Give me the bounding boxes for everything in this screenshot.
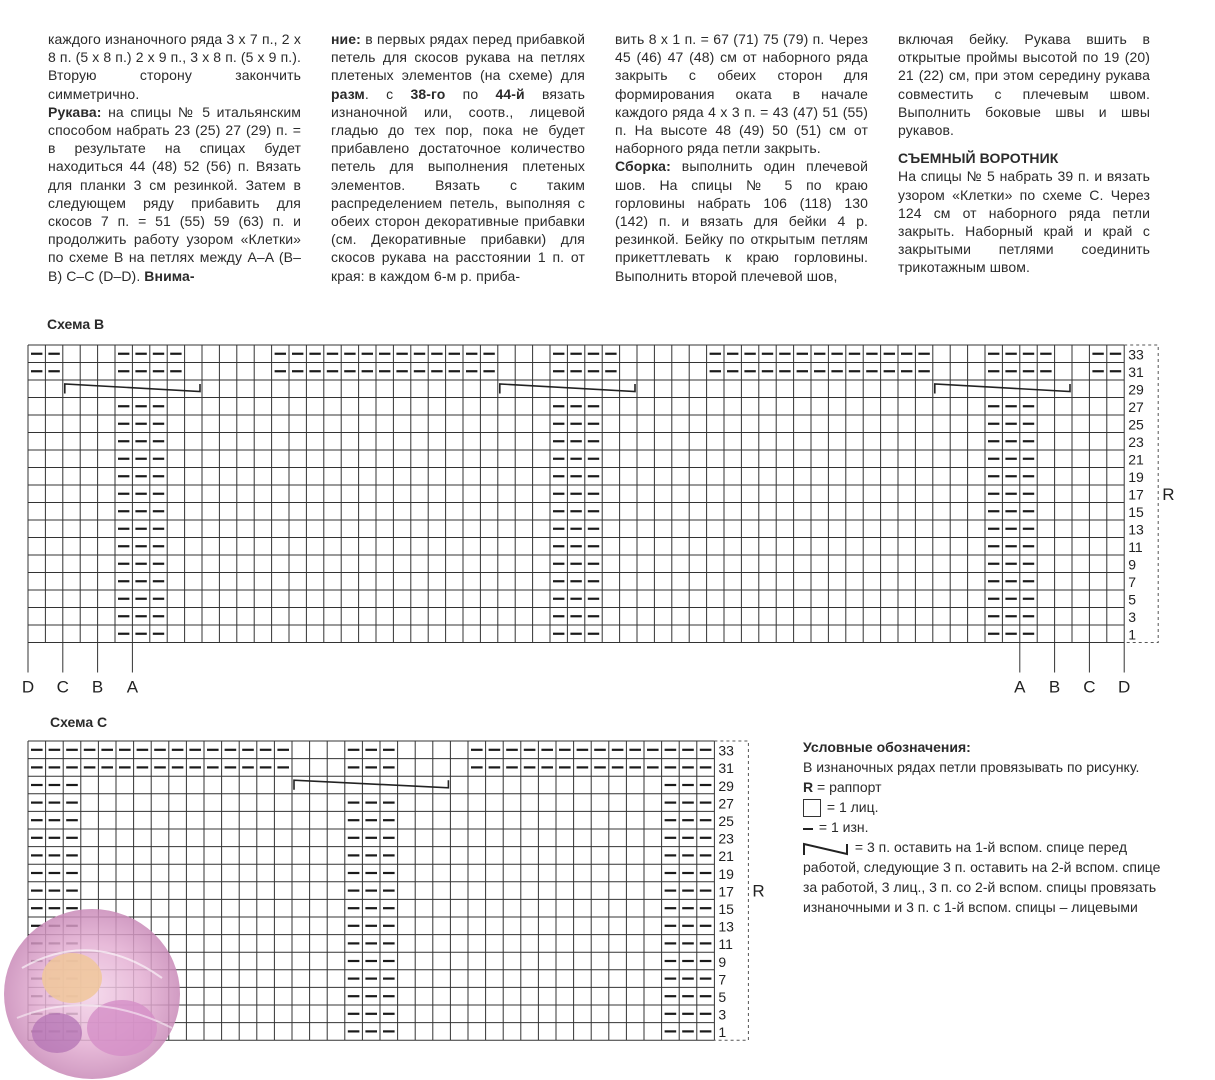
row-number: 3: [718, 1006, 727, 1023]
repeat-label: R: [752, 881, 765, 901]
row-number: 25: [1128, 416, 1144, 433]
row-number: 27: [718, 795, 734, 812]
row-number: 19: [1128, 469, 1144, 485]
row-number: 33: [1128, 346, 1144, 363]
paragraph: [898, 30, 1150, 139]
paragraph: [898, 149, 1150, 167]
scheme-c-title: Схема С: [50, 714, 108, 730]
text-run: . с: [364, 85, 411, 102]
bold-run: СЪЕМНЫЙ ВОРОТНИК: [898, 150, 1059, 167]
row-number: 17: [718, 883, 734, 900]
legend: [803, 737, 1163, 917]
repeat-label: R: [1162, 484, 1175, 504]
row-number: 25: [718, 813, 734, 829]
legend-repeat-text: = раппорт: [813, 779, 882, 795]
edge-marker-label: B: [1048, 677, 1061, 697]
legend-purl: [803, 817, 1163, 837]
edge-marker-label: A: [126, 677, 139, 697]
row-number: 19: [718, 865, 734, 882]
row-number: 29: [1128, 381, 1144, 398]
text-run: каждого изнаночного ряда 3 x 7 п., 2 x 8 п. (5 x 8 п.) 2 x 9 п., 3 x 8 п. (5 x 9 п.). Вторую сторону закончить симметрично.: [48, 31, 301, 102]
row-number: 15: [1128, 504, 1144, 520]
row-number: 5: [718, 989, 727, 1005]
paragraph: [615, 30, 868, 157]
text-run: включая бейку. Рукава вшить в открытые проймы высотой по 19 (20) 21 (22) см, при этом середину рукава совместить с плечевым швом. Выполнить боковые швы и швы рукавов.: [898, 31, 1150, 139]
edge-marker-label: D: [21, 677, 35, 697]
bold-run: разм: [331, 85, 365, 102]
text-column-3: [615, 30, 868, 285]
text-column-4: [898, 30, 1150, 277]
row-number: 31: [718, 760, 734, 777]
legend-cable: [803, 837, 1163, 917]
row-number: 21: [1128, 451, 1144, 468]
watermark-logo: [2, 908, 182, 1080]
paragraph: [48, 103, 301, 285]
row-number: 33: [718, 742, 734, 759]
row-number: 27: [1128, 399, 1144, 415]
legend-title: Условные обозначения:: [803, 739, 971, 755]
legend-repeat: [803, 777, 1163, 797]
text-run: На спицы № 5 набрать 39 п. и вязать узором «Клетки» по схеме C. Через 124 см от наборного ряда петли закрыть. Наборный край и край с закрытыми петлями соединить трикотажным швом.: [898, 168, 1150, 276]
text-column-2: [331, 30, 585, 285]
legend-knit-text: = 1 лиц.: [823, 799, 879, 815]
row-number: 7: [718, 971, 727, 988]
row-number: 11: [1128, 539, 1143, 555]
bold-run: Рукава:: [48, 103, 102, 120]
legend-knit: [803, 797, 1163, 817]
text-column-1: [48, 30, 301, 285]
scheme-b-title: Схема В: [47, 316, 105, 332]
row-number: 13: [1128, 521, 1144, 538]
row-number: 15: [718, 901, 734, 917]
cable-symbol-icon: [803, 841, 849, 857]
text-run: в первых рядах перед прибавкой петель для скосов рукава на петлях плетеных элементов (на схеме) для: [331, 31, 585, 84]
row-number: 11: [718, 936, 733, 953]
edge-marker-label: C: [56, 677, 69, 697]
text-run: по: [445, 85, 496, 102]
legend-repeat-key: R: [803, 779, 814, 795]
text-run: на спицы № 5 итальянским способом набрать 23 (25) 27 (29) п. = в результате на спицах будет находиться 44 (48) 52 (56) п. Вязать для планки 3 см резинкой. Затем в следующем ряду прибавить для скосов 7 п. = 51 (55) 59 (63) п. и продолжить работу узором «Клетки» по схеме B на петлях между A–A (B–B) C–C (D–D).: [48, 103, 301, 284]
paragraph: [48, 30, 301, 103]
row-number: 9: [718, 953, 727, 970]
row-number: 9: [1128, 556, 1136, 573]
paragraph: [898, 167, 1150, 276]
bold-run: Внима-: [144, 267, 195, 284]
row-number: 5: [1128, 591, 1136, 608]
legend-purl-text: = 1 изн.: [815, 819, 869, 836]
legend-cable-text: = 3 п. оставить на 1-й вспом. спице перед работой, следующие 3 п. оставить на 2-й вспом. спице за работой, 3 лиц., 3 п. со 2-й вспом. спицы провязать изнаночными и 3 п. с 1-й вспом. спицы – лицевыми: [803, 839, 1161, 916]
edge-marker-label: B: [91, 677, 104, 697]
text-run: вить 8 x 1 п. = 67 (71) 75 (79) п. Через 45 (46) 47 (48) см от наборного ряда закрыть с обеих сторон для формирования оката в начале каждого ряда 4 x 3 п. = 43 (47) 51 (55) п. На высоте 48 (49) 50 (51) см от наборного ряда петли закрыть.: [615, 31, 868, 157]
row-number: 17: [1128, 486, 1144, 503]
scheme-b-chart: [0, 335, 1215, 710]
row-number: 23: [1128, 434, 1144, 450]
edge-marker-label: D: [1118, 677, 1131, 697]
row-number: 31: [1128, 364, 1144, 380]
row-number: 29: [718, 777, 734, 794]
legend-note: В изнаночных рядах петли провязывать по рисунку.: [803, 759, 1140, 775]
row-number: 1: [1128, 626, 1136, 643]
row-number: 13: [718, 918, 734, 935]
text-run: выполнить один плечевой шов. На спицы № 5 по краю горловины набрать 106 (118) 130 (142) п. и вязать для бейки 4 р. резинкой. Бейку по открытым петлям прикеттлевать к краю горловины. Выполнить второй плечевой шов,: [615, 158, 868, 284]
paragraph: [615, 157, 868, 284]
row-number: 21: [718, 848, 734, 865]
row-number: 1: [718, 1024, 727, 1041]
row-number: 23: [718, 830, 734, 847]
purl-symbol-icon: [803, 828, 813, 830]
text-run: вязать изнаночной или, соотв., лицевой гладью до тех пор, пока не будет прибавлено достаточное количество петель для выполнения плетеных элементов. Вязать с таким распределением петель, выполняя с обеих сторон декоративные прибавки (см. Декоративные прибавки) для скосов рукава на расстоянии 1 п. от края: в каждом 6-м р. приба-: [331, 85, 586, 284]
cable-mark: [294, 780, 448, 790]
edge-marker-label: C: [1083, 677, 1096, 697]
row-number: 3: [1128, 609, 1136, 625]
bold-run: Сборка:: [615, 158, 671, 175]
edge-marker-label: A: [1014, 677, 1026, 697]
bold-run: 44-й: [495, 85, 525, 102]
row-number: 7: [1128, 574, 1136, 590]
knit-symbol-icon: [803, 799, 821, 817]
bold-run: 38-го: [410, 85, 446, 102]
paragraph: [331, 30, 585, 285]
bold-run: ние:: [331, 31, 361, 47]
